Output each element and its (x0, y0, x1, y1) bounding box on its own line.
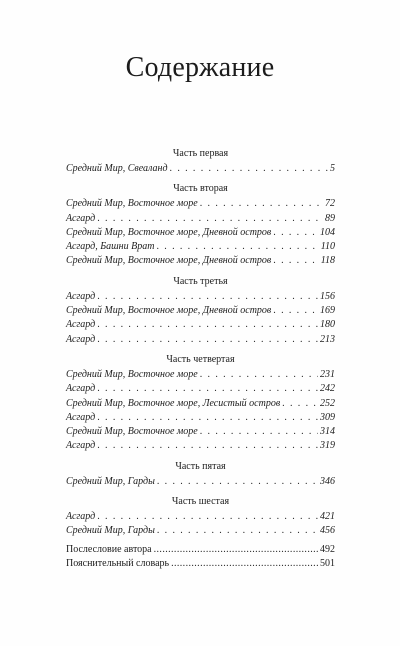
toc-entry[interactable] (66, 162, 335, 176)
entry-page: 492 (320, 543, 335, 555)
entry-page: 5 (330, 163, 335, 174)
entry-page: 110 (320, 241, 335, 253)
dot-leader (171, 557, 318, 571)
toc-entry[interactable] (66, 425, 335, 439)
entry-title: Средний Мир, Восточное море (66, 368, 198, 380)
entry-title: Асгард (66, 440, 96, 452)
entry-title: Средний Мир, Восточное море, Дневной остров (66, 255, 272, 267)
dot-leader (97, 333, 318, 347)
part-heading: Часть пятая (175, 460, 226, 472)
dot-leader (200, 197, 323, 211)
appendix-entry[interactable] (66, 543, 335, 557)
toc-entry[interactable] (66, 368, 335, 382)
toc-entry[interactable] (66, 226, 335, 240)
toc-entry[interactable] (66, 304, 335, 318)
entry-title: Асгард (66, 333, 96, 345)
toc-entry[interactable] (66, 290, 335, 304)
toc-entry[interactable] (66, 397, 335, 411)
dot-leader (156, 240, 318, 254)
entry-title: Асгард (66, 511, 96, 523)
entry-title: Асгард (66, 411, 96, 423)
dot-leader (170, 162, 328, 176)
dot-leader (154, 543, 318, 557)
entry-page: 314 (320, 426, 335, 438)
entry-title: Послесловие автора (66, 543, 152, 555)
dot-leader (157, 524, 318, 538)
entry-title: Средний Мир, Гарды (66, 525, 155, 537)
dot-leader (282, 397, 318, 411)
dot-leader (157, 475, 318, 489)
entry-page: 242 (320, 383, 335, 395)
dot-leader (97, 439, 318, 453)
page-title: Содержание (125, 52, 275, 83)
entry-page: 252 (320, 397, 335, 409)
entry-page: 169 (320, 305, 335, 317)
entry-title: Средний Мир, Восточное море (66, 426, 198, 438)
entry-page: 231 (320, 368, 335, 380)
toc-entry[interactable] (66, 439, 335, 453)
entry-page: 118 (320, 255, 335, 267)
toc-entry[interactable] (66, 475, 335, 489)
toc-entry[interactable] (66, 212, 335, 226)
entry-title: Асгард (66, 319, 96, 331)
appendix-entry[interactable] (66, 557, 335, 571)
toc-entry[interactable] (66, 333, 335, 347)
entry-title: Средний Мир, Гарды (66, 475, 155, 487)
entry-title: Средний Мир, Восточное море, Дневной остров (66, 226, 272, 238)
dot-leader (97, 318, 318, 332)
entry-page: 319 (320, 440, 335, 452)
part-heading: Часть первая (172, 148, 229, 159)
toc-entry[interactable] (66, 524, 335, 538)
toc-entry[interactable] (66, 510, 335, 524)
entry-page: 104 (320, 226, 335, 238)
part-heading: Часть третья (173, 275, 228, 287)
dot-leader (273, 226, 318, 240)
entry-page: 156 (320, 290, 335, 302)
dot-leader (200, 425, 318, 439)
toc-entry[interactable] (66, 197, 335, 211)
entry-title: Асгард, Башни Врат (66, 241, 155, 253)
dot-leader (97, 510, 318, 524)
dot-leader (273, 304, 318, 318)
entry-title: Асгард (66, 383, 96, 395)
entry-page: 456 (320, 525, 335, 537)
dot-leader (97, 290, 318, 304)
toc-entry[interactable] (66, 240, 335, 254)
part-heading: Часть четвертая (166, 353, 235, 365)
part-heading: Часть вторая (173, 183, 228, 195)
entry-title: Пояснительный словарь (66, 557, 170, 569)
dot-leader (97, 212, 323, 226)
dot-leader (200, 368, 318, 382)
toc-entry[interactable] (66, 411, 335, 425)
dot-leader (273, 254, 318, 268)
entry-title: Средний Мир, Восточное море (66, 198, 198, 210)
entry-page: 180 (320, 319, 335, 331)
entry-page: 72 (325, 198, 335, 210)
toc-entry[interactable] (66, 382, 335, 396)
entry-title: Средний Мир, Свеаланд (66, 163, 168, 174)
dot-leader (97, 411, 318, 425)
entry-page: 309 (320, 411, 335, 423)
entry-page: 346 (320, 475, 335, 487)
entry-page: 501 (320, 557, 335, 569)
entry-page: 89 (325, 212, 335, 224)
entry-title: Асгард (66, 212, 96, 224)
entry-title: Асгард (66, 290, 96, 302)
entry-title: Средний Мир, Восточное море, Дневной остров (66, 305, 272, 317)
part-heading: Часть шестая (171, 496, 230, 508)
toc-entry[interactable] (66, 318, 335, 332)
entry-title: Средний Мир, Восточное море, Лесистый остров (66, 397, 281, 409)
entry-page: 213 (320, 333, 335, 345)
toc-entry[interactable] (66, 254, 335, 268)
table-of-contents (66, 146, 335, 571)
entry-page: 421 (320, 511, 335, 523)
dot-leader (97, 382, 318, 396)
